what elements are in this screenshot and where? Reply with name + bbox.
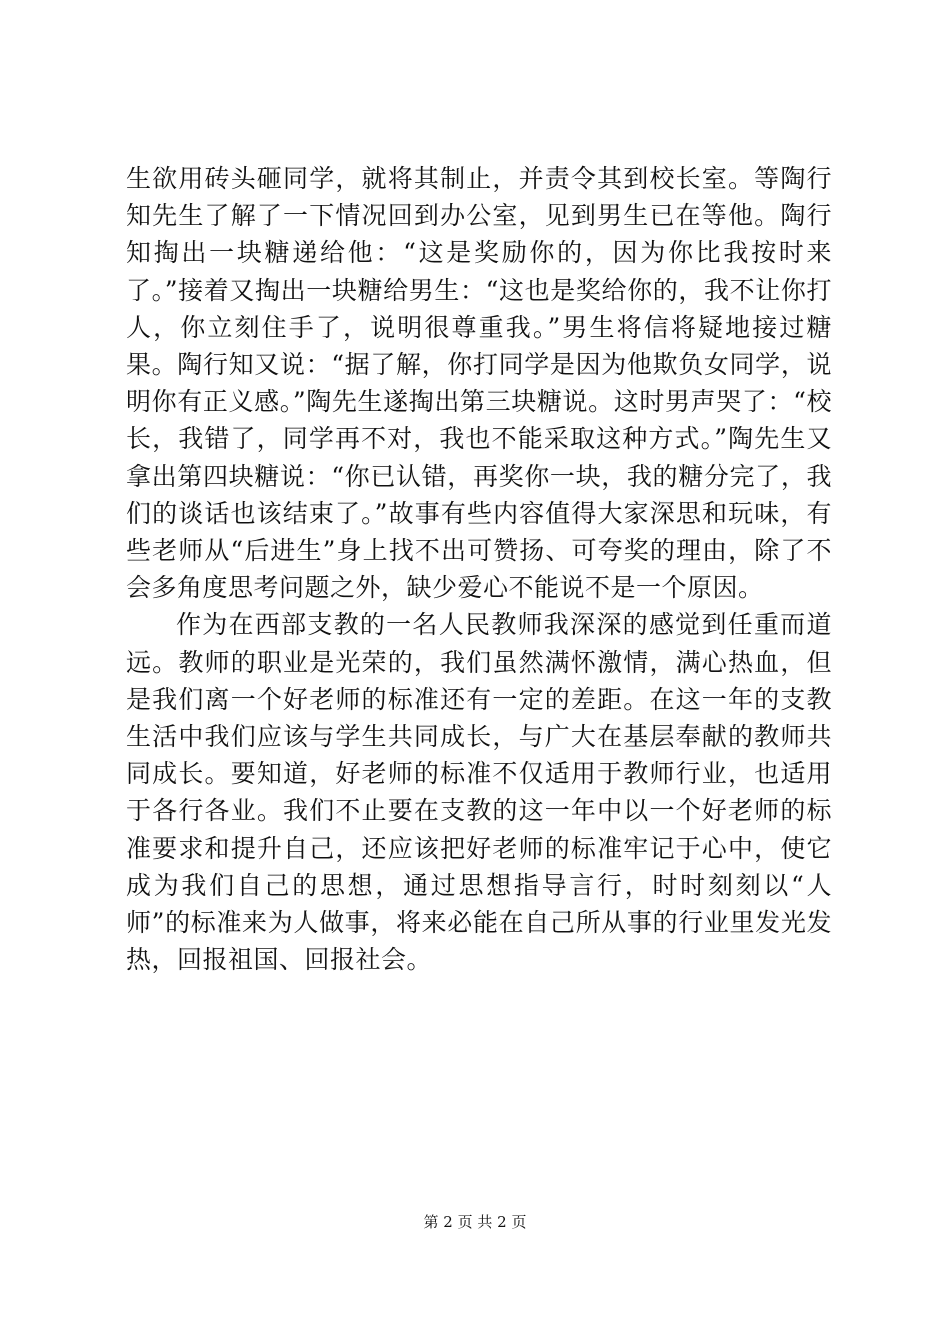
- page-footer: 第 2 页 共 2 页: [423, 1213, 527, 1231]
- document-body: [126, 160, 832, 978]
- paragraph-reflection: 作为在西部支教的一名人民教师我深深的感觉到任重而道远。教师的职业是光荣的，我们虽然满怀激情，满心热血，但是我们离一个好老师的标准还有一定的差距。在这一年的支教生活中我们应该与学生共同成长，与广大在基层奉献的教师共同成长。要知道，好老师的标准不仅适用于教师行业，也适用于各行各业。我们不止要在支教的这一年中以一个好老师的标准要求和提升自己，还应该把好老师的标准牢记于心中，使它成为我们自己的思想，通过思想指导言行，时时刻刻以“人师”的标准来为人做事，将来必能在自己所从事的行业里发光发热，回报祖国、回报社会。: [126, 610, 832, 975]
- paragraph-continuation: 生欲用砖头砸同学，就将其制止，并责令其到校长室。等陶行知先生了解了一下情况回到办公室，见到男生已在等他。陶行知掏出一块糖递给他：“这是奖励你的，因为你比我按时来了。”接着又掏出一块糖给男生：“这也是奖给你的，我不让你打人，你立刻住手了，说明很尊重我。”男生将信将疑地接过糖果。陶行知又说：“据了解，你打同学是因为他欺负女同学，说明你有正义感。”陶先生遂掏出第三块糖说。这时男声哭了：“校长，我错了，同学再不对，我也不能采取这种方式。”陶先生又拿出第四块糖说：“你已认错，再奖你一块，我的糖分完了，我们的谈话也该结束了。”故事有些内容值得大家深思和玩味，有些老师从“后进生”身上找不出可赞扬、可夸奖的理由，除了不会多角度思考问题之外，缺少爱心不能说不是一个原因。: [126, 164, 832, 603]
